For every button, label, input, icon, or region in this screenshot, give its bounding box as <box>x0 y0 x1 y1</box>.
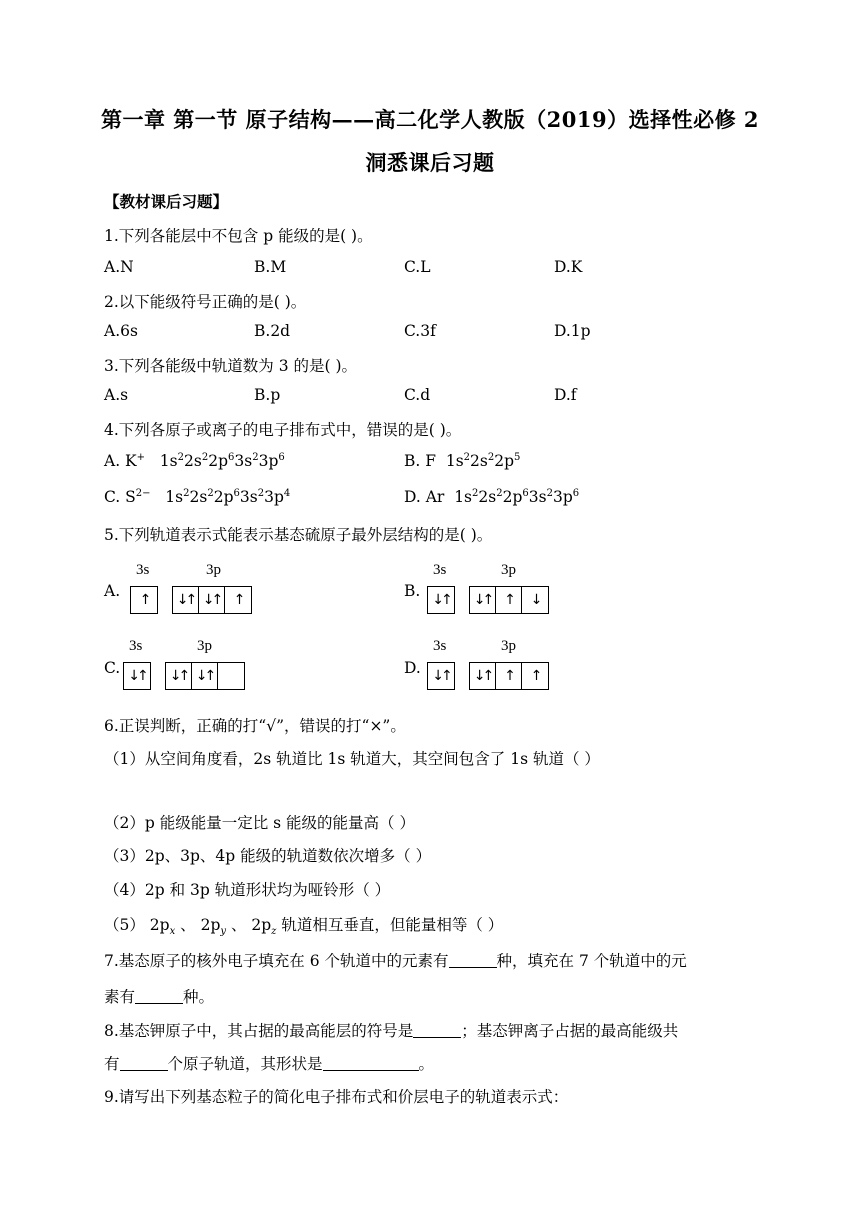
orbital-3p-box <box>172 586 252 614</box>
question-6-item-4: （4）2p 和 3p 轨道形状均为哑铃形（ ） <box>104 881 391 899</box>
orbital-3s-box <box>427 662 455 690</box>
orbital-cell <box>218 663 244 689</box>
orbital-cell: ↓ <box>530 592 540 608</box>
question-3-option-b: B.p <box>254 386 281 404</box>
question-1-option-b: B.M <box>254 258 287 276</box>
answer-blank[interactable] <box>120 1056 168 1071</box>
question-2-option-a: A.6s <box>104 322 138 340</box>
question-5-option-a-letter: A. <box>104 582 121 600</box>
question-1-stem: 1.下列各能层中不包含 p 能级的是( )。 <box>104 227 373 245</box>
orbital-cell: ↑ <box>496 587 522 613</box>
orbital-cell: ↑ <box>530 668 540 684</box>
orbital-3s-box <box>427 586 455 614</box>
answer-blank[interactable] <box>323 1056 419 1071</box>
question-1-option-c: C.L <box>404 258 431 276</box>
question-4-option-c: C. $S^{2-}$ $1s^22s^22p^63s^23p^4$ <box>104 487 291 506</box>
orbital-cell: ↓↑ <box>192 663 218 689</box>
question-6-item-5: （5） $2p_x$ 、 $2p_y$ 、 $2p_z$ 轨道相互垂直，但能量相等（ ） <box>104 916 504 938</box>
question-3-option-c: C.d <box>404 386 431 404</box>
orbital-cell: ↓↑ <box>432 668 450 684</box>
orbital-cell: ↑ <box>233 592 243 608</box>
question-4-stem: 4.下列各原子或离子的电子排布式中，错误的是( )。 <box>104 421 462 439</box>
question-6-item-3: （3）2p、3p、4p 能级的轨道数依次增多（ ） <box>104 847 432 865</box>
question-3-stem: 3.下列各能级中轨道数为 3 的是( )。 <box>104 357 358 375</box>
orbital-cell: ↓↑ <box>166 663 192 689</box>
question-2-option-c: C.3f <box>404 322 436 340</box>
question-1-option-d: D.K <box>554 258 583 276</box>
question-9-stem: 9.请写出下列基态粒子的简化电子排布式和价层电子的轨道表示式： <box>104 1088 569 1106</box>
page-title: 第一章 第一节 原子结构——高二化学人教版（2019）选择性必修 2 <box>101 107 759 132</box>
label-3p: 3p <box>501 638 516 654</box>
question-3-option-d: D.f <box>554 386 577 404</box>
question-8-line-2: 有 个原子轨道，其形状是 。 <box>104 1055 435 1073</box>
question-2-stem: 2.以下能级符号正确的是( )。 <box>104 293 307 311</box>
question-6-stem: 6.正误判断，正确的打“√”，错误的打“×”。 <box>104 717 406 735</box>
question-8-line-1: 8.基态钾原子中，其占据的最高能层的符号是 ；基态钾离子占据的最高能级共 <box>104 1022 679 1040</box>
orbital-3p-box <box>165 662 245 690</box>
question-2-option-b: B.2d <box>254 322 291 340</box>
orbital-cell: ↓↑ <box>470 663 496 689</box>
answer-blank[interactable] <box>135 989 183 1004</box>
question-5-option-b-letter: B. <box>404 582 421 600</box>
orbital-cell: ↓↑ <box>432 592 450 608</box>
question-2-option-d: D.1p <box>554 322 591 340</box>
label-3s: 3s <box>433 638 447 654</box>
orbital-3p-box <box>469 662 549 690</box>
orbital-cell: ↓↑ <box>470 587 496 613</box>
label-3p: 3p <box>197 638 212 654</box>
question-1-option-a: A.N <box>104 258 134 276</box>
question-4-option-b: B. F $1s^22s^22p^5$ <box>404 451 521 470</box>
orbital-3s-box <box>130 586 158 614</box>
label-3s: 3s <box>433 562 447 578</box>
orbital-3s-box <box>123 662 151 690</box>
answer-blank[interactable] <box>413 1023 461 1038</box>
label-3p: 3p <box>206 562 221 578</box>
question-4-option-a: A. K+ $1s^22s^22p^63s^23p^6$ <box>104 451 285 470</box>
label-3s: 3s <box>136 562 150 578</box>
question-7-line-1: 7.基态原子的核外电子填充在 6 个轨道中的元素有 种，填充在 7 个轨道中的元 <box>104 952 687 970</box>
orbital-cell: ↓↑ <box>128 668 146 684</box>
orbital-cell: ↓↑ <box>173 587 199 613</box>
label-3s: 3s <box>129 638 143 654</box>
question-5-option-c-letter: C. <box>104 659 121 677</box>
question-7-line-2: 素有 种。 <box>104 988 215 1006</box>
orbital-cell: ↑ <box>139 592 149 608</box>
question-6-item-1: （1）从空间角度看，2s 轨道比 1s 轨道大，其空间包含了 1s 轨道（ ） <box>104 750 600 768</box>
orbital-cell: ↑ <box>496 663 522 689</box>
answer-blank[interactable] <box>449 953 497 968</box>
question-5-option-d-letter: D. <box>404 659 421 677</box>
section-heading: 【教材课后习题】 <box>104 192 229 211</box>
page-subtitle: 洞悉课后习题 <box>365 150 495 175</box>
question-4-option-d: D. Ar $1s^22s^22p^63s^23p^6$ <box>404 487 580 506</box>
question-6-item-2: （2）p 能级能量一定比 s 能级的能量高（ ） <box>104 814 415 832</box>
orbital-3p-box <box>469 586 549 614</box>
orbital-cell: ↓↑ <box>199 587 225 613</box>
label-3p: 3p <box>501 562 516 578</box>
question-5-stem: 5.下列轨道表示式能表示基态硫原子最外层结构的是( )。 <box>104 526 493 544</box>
question-3-option-a: A.s <box>104 386 129 404</box>
